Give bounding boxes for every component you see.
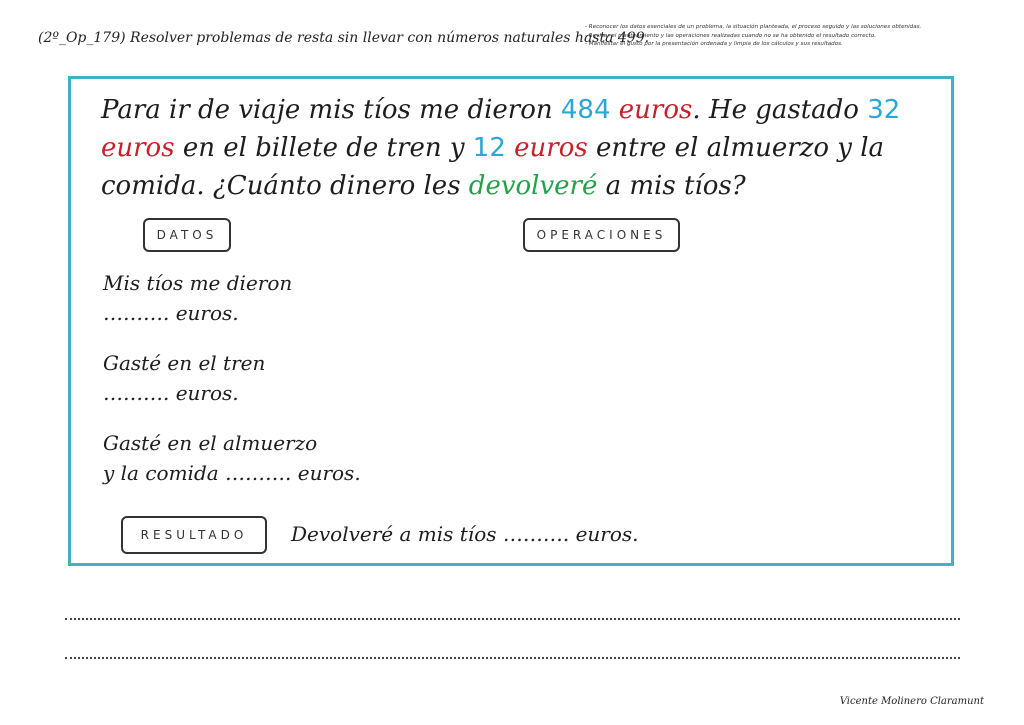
- resultado-label: RESULTADO: [121, 516, 267, 554]
- answer-line[interactable]: [65, 657, 960, 659]
- statement-text: [506, 133, 514, 163]
- answer-line[interactable]: [65, 618, 960, 620]
- statement-text: entre el almuerzo y la comida. ¿Cuánto dinero les: [101, 133, 885, 201]
- objective-item: - Reconocer los datos esenciales de un problema, la situación planteada, el proceso seguido y las soluciones obtenidas.: [585, 24, 922, 30]
- problem-statement: [101, 91, 931, 205]
- euros-word: euros: [101, 133, 175, 163]
- objective-item: - Revisar el planteamiento y las operaciones realizadas cuando no se ha obtenido el resultado correcto.: [585, 32, 876, 39]
- operaciones-label: OPERACIONES: [523, 218, 680, 252]
- statement-text: a mis tíos?: [597, 171, 746, 201]
- statement-text: . He gastado: [692, 95, 868, 125]
- worksheet-title: (2º_Op_179) Resolver problemas de resta sin llevar con números naturales hasta 499.: [38, 30, 650, 46]
- data-item-train: [103, 348, 265, 408]
- devolvere-word: devolveré: [468, 171, 598, 201]
- objectives-list: [585, 23, 1005, 49]
- data-line: ………. euros.: [103, 301, 239, 325]
- statement-text: Para ir de viaje mis tíos me dieron: [101, 95, 561, 125]
- data-line: Gasté en el almuerzo: [103, 431, 318, 455]
- euros-word: euros: [514, 133, 588, 163]
- problem-card: [68, 76, 954, 566]
- amount-32: 32: [867, 95, 901, 125]
- datos-label: DATOS: [143, 218, 231, 252]
- data-line: Mis tíos me dieron: [103, 271, 293, 295]
- euros-word: euros: [618, 95, 693, 125]
- statement-text: en el billete de tren y: [174, 133, 473, 163]
- author-credit: Vicente Molinero Claramunt: [839, 696, 984, 707]
- amount-484: 484: [560, 95, 611, 125]
- data-line: ………. euros.: [103, 381, 239, 405]
- objective-item: - Manifestar el gusto por la presentación ordenada y limpia de los cálculos y sus resultados.: [585, 41, 843, 48]
- result-sentence: Devolveré a mis tíos ………. euros.: [291, 522, 639, 546]
- data-item-meals: [103, 428, 361, 488]
- data-line: y la comida ………. euros.: [103, 461, 361, 485]
- data-item-received: [103, 268, 292, 328]
- amount-12: 12: [472, 133, 506, 163]
- data-line: Gasté en el tren: [103, 351, 266, 375]
- statement-text: [611, 95, 619, 125]
